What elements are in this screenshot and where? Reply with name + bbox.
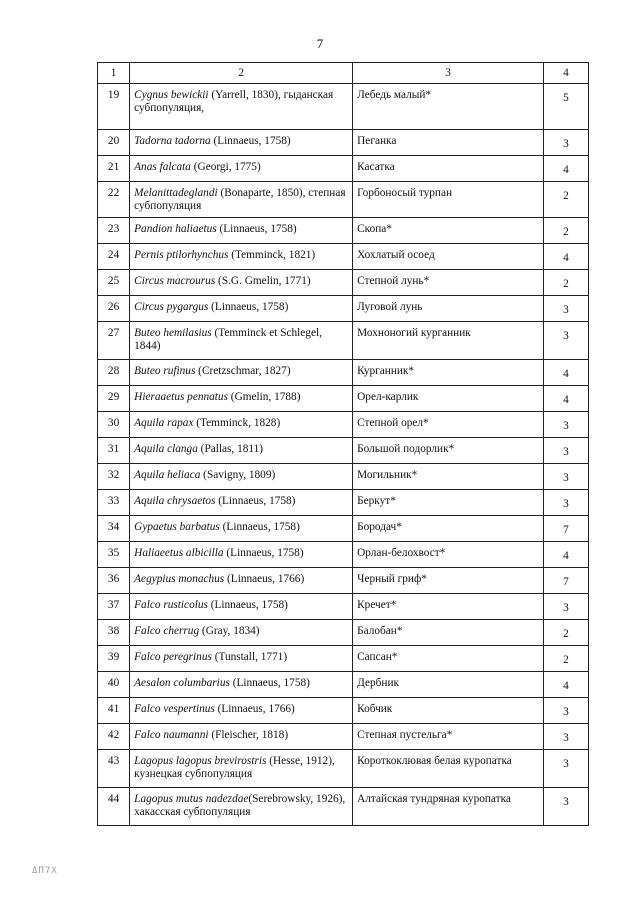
species-russian-name: Алтайская тундряная куропатка [353,788,544,826]
species-latin-name-cell [130,322,353,360]
species-russian-name: Большой подорлик* [353,438,544,464]
row-number: 32 [98,464,130,490]
species-russian-name: Орел-карлик [353,386,544,412]
row-number: 41 [98,698,130,724]
species-russian-name: Дербник [353,672,544,698]
table-row [98,516,589,542]
table-row [98,218,589,244]
table-row [98,360,589,386]
species-latin-name: Lagopus lagopus brevirostris [134,755,267,767]
species-russian-name: Касатка [353,156,544,182]
species-russian-name: Беркут* [353,490,544,516]
rarity-category: 3 [543,490,588,516]
species-authority: (Linnaeus, 1758) [223,547,304,559]
species-latin-name-cell [130,698,353,724]
species-latin-name-cell [130,594,353,620]
rarity-category: 4 [543,542,588,568]
row-number: 36 [98,568,130,594]
species-russian-name: Хохлатый осоед [353,244,544,270]
species-latin-name: Anas falcata [134,161,191,173]
species-authority: (Gray, 1834) [199,625,260,637]
species-russian-name: Горбоносый турпан [353,182,544,218]
table-row [98,84,589,130]
rarity-category: 5 [543,84,588,130]
species-latin-name: Circus macrourus [134,275,216,287]
species-latin-name: Cygnus bewickii [134,89,209,101]
species-latin-name: Aquila clanga [134,443,198,455]
species-russian-name: Курганник* [353,360,544,386]
table-row [98,594,589,620]
species-latin-name-cell [130,130,353,156]
table-row [98,244,589,270]
species-latin-name: Circus pygargus [134,301,209,313]
table-row [98,464,589,490]
species-latin-name: Tadorna tadorna [134,135,211,147]
rarity-category: 4 [543,386,588,412]
species-authority: (Bonaparte, 1850), степная субпопуляция [134,187,346,212]
species-russian-name: Степной орел* [353,412,544,438]
row-number: 34 [98,516,130,542]
species-latin-name-cell [130,646,353,672]
row-number: 39 [98,646,130,672]
rarity-category: 3 [543,296,588,322]
rarity-category: 3 [543,698,588,724]
species-latin-name: Lagopus mutus nadezdae [134,793,249,805]
species-latin-name-cell [130,386,353,412]
row-number: 23 [98,218,130,244]
table-row [98,646,589,672]
species-authority: (Linnaeus, 1758) [219,521,300,533]
table-row [98,672,589,698]
species-latin-name: Aquila rapax [134,417,194,429]
species-latin-name: Pernis ptilorhynchus [134,249,229,261]
species-authority: (Linnaeus, 1758) [215,495,296,507]
species-latin-name-cell [130,516,353,542]
header-column-latin-name: 2 [130,63,353,84]
row-number: 20 [98,130,130,156]
species-latin-name-cell [130,568,353,594]
species-latin-name-cell [130,542,353,568]
species-authority: (Linnaeus, 1766) [214,703,295,715]
species-latin-name-cell [130,270,353,296]
species-table [97,62,589,826]
table-row [98,620,589,646]
table-row [98,788,589,826]
species-latin-name-cell [130,84,353,130]
species-authority: (Linnaeus, 1758) [229,677,310,689]
species-russian-name: Сапсан* [353,646,544,672]
species-latin-name-cell [130,218,353,244]
species-latin-name-cell [130,788,353,826]
species-russian-name: Черный гриф* [353,568,544,594]
species-latin-name-cell [130,182,353,218]
species-russian-name: Лебедь малый* [353,84,544,130]
species-latin-name-cell [130,490,353,516]
rarity-category: 4 [543,360,588,386]
row-number: 31 [98,438,130,464]
rarity-category: 2 [543,270,588,296]
header-column-russian-name: 3 [353,63,544,84]
species-authority: (Temminck et Schlegel, 1844) [134,327,322,352]
species-authority: (Linnaeus, 1758) [216,223,297,235]
species-authority: (Temminck, 1821) [228,249,316,261]
species-russian-name: Пеганка [353,130,544,156]
species-authority: (S.G. Gmelin, 1771) [215,275,311,287]
species-russian-name: Мохноногий курганник [353,322,544,360]
rarity-category: 4 [543,156,588,182]
rarity-category: 2 [543,646,588,672]
species-latin-name: Falco naumanni [134,729,209,741]
species-authority: (Georgi, 1775) [190,161,261,173]
table-row [98,438,589,464]
table-row [98,724,589,750]
species-latin-name: Aquila chrysaetos [134,495,216,507]
rarity-category: 3 [543,464,588,490]
species-latin-name-cell [130,360,353,386]
table-row [98,412,589,438]
species-latin-name: Aegypius monachus [134,573,225,585]
rarity-category: 2 [543,620,588,646]
species-latin-name-cell [130,438,353,464]
species-latin-name-cell [130,296,353,322]
header-column-number: 1 [98,63,130,84]
species-authority: (Temminck, 1828) [193,417,281,429]
row-number: 28 [98,360,130,386]
species-authority: (Linnaeus, 1758) [210,135,291,147]
table-row [98,542,589,568]
row-number: 25 [98,270,130,296]
species-authority: (Hesse, 1912), кузнецкая субпопуляция [134,755,335,780]
species-authority: (Linnaeus, 1758) [207,599,288,611]
species-latin-name-cell [130,672,353,698]
species-russian-name: Короткоклювая белая куропатка [353,750,544,788]
table-row [98,270,589,296]
species-russian-name: Орлан-белохвост* [353,542,544,568]
species-latin-name-cell [130,724,353,750]
species-latin-name: Falco cherrug [134,625,200,637]
species-latin-name: Buteo rufinus [134,365,196,377]
rarity-category: 3 [543,438,588,464]
rarity-category: 3 [543,788,588,826]
table-header-row [98,63,589,84]
rarity-category: 4 [543,244,588,270]
table-row [98,490,589,516]
row-number: 42 [98,724,130,750]
table-row [98,130,589,156]
row-number: 44 [98,788,130,826]
page-number: 7 [316,36,324,51]
species-authority: (Savigny, 1809) [200,469,276,481]
row-number: 27 [98,322,130,360]
species-latin-name: Aesalon columbarius [134,677,230,689]
rarity-category: 2 [543,218,588,244]
species-russian-name: Степная пустельга* [353,724,544,750]
row-number: 21 [98,156,130,182]
header-column-category: 4 [543,63,588,84]
species-latin-name-cell [130,620,353,646]
table-row [98,386,589,412]
row-number: 43 [98,750,130,788]
row-number: 19 [98,84,130,130]
table-row [98,750,589,788]
species-latin-name: Pandion haliaetus [134,223,217,235]
species-latin-name: Falco vespertinus [134,703,215,715]
table-row [98,156,589,182]
species-latin-name: Falco rusticolus [134,599,208,611]
table-row [98,322,589,360]
row-number: 26 [98,296,130,322]
species-authority: (Linnaeus, 1758) [208,301,289,313]
table-row [98,568,589,594]
table-row [98,182,589,218]
rarity-category: 3 [543,750,588,788]
rarity-category: 3 [543,412,588,438]
species-latin-name: Falco peregrinus [134,651,212,663]
footer-mark: ΔΠ7Χ [32,866,58,876]
species-russian-name: Луговой лунь [353,296,544,322]
row-number: 38 [98,620,130,646]
row-number: 24 [98,244,130,270]
row-number: 30 [98,412,130,438]
species-authority: (Pallas, 1811) [197,443,264,455]
species-latin-name-cell [130,156,353,182]
species-russian-name: Кобчик [353,698,544,724]
rarity-category: 7 [543,568,588,594]
rarity-category: 3 [543,130,588,156]
species-latin-name: Hieraaetus pennatus [134,391,228,403]
row-number: 40 [98,672,130,698]
table-body [98,84,589,826]
species-latin-name-cell [130,464,353,490]
species-latin-name: Buteo hemilasius [134,327,212,339]
rarity-category: 2 [543,182,588,218]
species-authority: (Serebrowsky, 1926), хакасская субпопуляция [134,793,346,818]
species-authority: (Gmelin, 1788) [227,391,301,403]
species-latin-name: Melanittadeglandi [134,187,218,199]
rarity-category: 3 [543,594,588,620]
species-authority: (Linnaeus, 1766) [224,573,305,585]
species-latin-name: Haliaeetus albicilla [134,547,224,559]
species-russian-name: Скопа* [353,218,544,244]
row-number: 22 [98,182,130,218]
species-latin-name: Gypaetus barbatus [134,521,220,533]
row-number: 37 [98,594,130,620]
rarity-category: 7 [543,516,588,542]
rarity-category: 3 [543,322,588,360]
species-latin-name: Aquila heliaca [134,469,201,481]
species-authority: (Cretzschmar, 1827) [195,365,291,377]
row-number: 35 [98,542,130,568]
row-number: 29 [98,386,130,412]
species-russian-name: Балобан* [353,620,544,646]
species-authority: (Tunstall, 1771) [211,651,288,663]
species-russian-name: Могильник* [353,464,544,490]
table-row [98,296,589,322]
species-latin-name-cell [130,412,353,438]
table-row [98,698,589,724]
species-authority: (Yarrell, 1830), гыданская субпопуляция, [134,89,334,114]
species-russian-name: Степной лунь* [353,270,544,296]
species-russian-name: Бородач* [353,516,544,542]
species-latin-name-cell [130,244,353,270]
species-latin-name-cell [130,750,353,788]
row-number: 33 [98,490,130,516]
species-russian-name: Кречет* [353,594,544,620]
species-authority: (Fleischer, 1818) [208,729,289,741]
rarity-category: 3 [543,724,588,750]
rarity-category: 4 [543,672,588,698]
